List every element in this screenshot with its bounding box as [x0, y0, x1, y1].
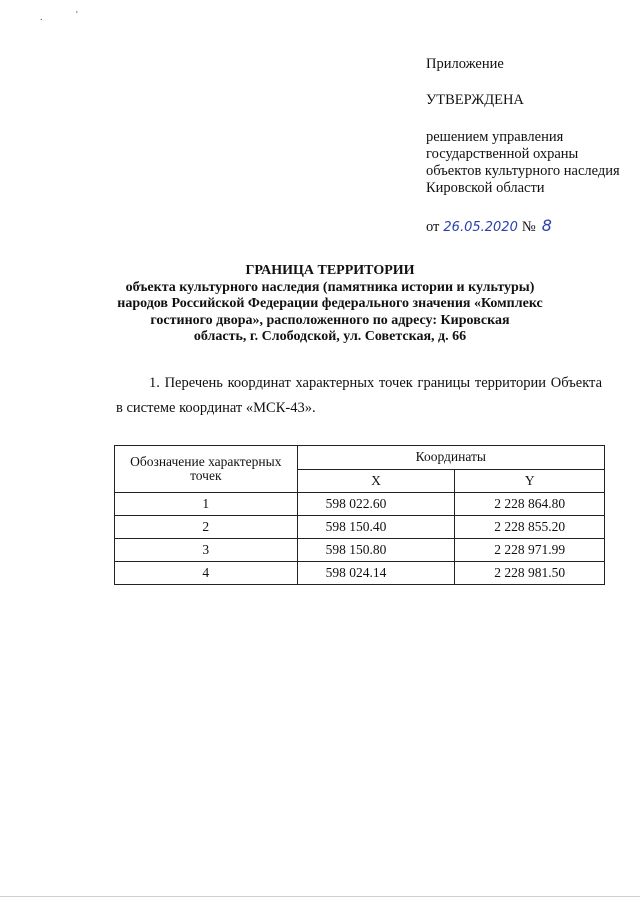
header-coordinates: Координаты [297, 446, 604, 470]
decision-text: решением управления государственной охраны объектов культурного наследия Кировской области [426, 129, 620, 196]
coordinates-table [114, 445, 605, 585]
approval-block [426, 56, 626, 236]
document-title [110, 263, 550, 346]
table-row [115, 562, 605, 585]
table-row [115, 516, 605, 539]
table-row [115, 539, 605, 562]
date-row [426, 217, 626, 236]
y-cell: 2 228 855.20 [455, 516, 605, 539]
x-cell: 598 150.80 [297, 539, 455, 562]
approved-label: УТВЕРЖДЕНА [426, 92, 524, 108]
point-cell: 4 [115, 562, 298, 585]
point-cell: 1 [115, 493, 298, 516]
y-cell: 2 228 971.99 [455, 539, 605, 562]
scan-bottom-edge [0, 896, 640, 897]
scan-speck: ' [76, 10, 78, 21]
header-y: Y [455, 469, 605, 493]
appendix-label: Приложение [426, 56, 504, 72]
coordinates-paragraph: 1. Перечень координат характерных точек границы территории Объекта в системе координат «МСК-43». [116, 375, 602, 416]
title-subtitle: объекта культурного наследия (памятника истории и культуры) народов Российской Федерации федерального значения «Комплекс гостиного двора», расположенного по адресу: Кировская область, г. Слободской, ул. Советская, д. 66 [117, 279, 543, 344]
x-cell: 598 022.60 [297, 493, 455, 516]
title-heading: ГРАНИЦА ТЕРРИТОРИИ [245, 263, 415, 278]
y-cell: 2 228 864.80 [455, 493, 605, 516]
date-prefix: от [426, 219, 440, 235]
y-cell: 2 228 981.50 [455, 562, 605, 585]
handwritten-number: 8 [541, 216, 552, 235]
number-prefix: № [521, 219, 536, 235]
x-cell: 598 150.40 [297, 516, 455, 539]
handwritten-date: 26.05.2020 [443, 220, 518, 235]
header-x: X [297, 469, 455, 493]
scan-speck: . [40, 12, 43, 23]
point-cell: 3 [115, 539, 298, 562]
table-row [115, 493, 605, 516]
header-points: Обозначение характерных точек [115, 446, 298, 493]
point-cell: 2 [115, 516, 298, 539]
x-cell: 598 024.14 [297, 562, 455, 585]
